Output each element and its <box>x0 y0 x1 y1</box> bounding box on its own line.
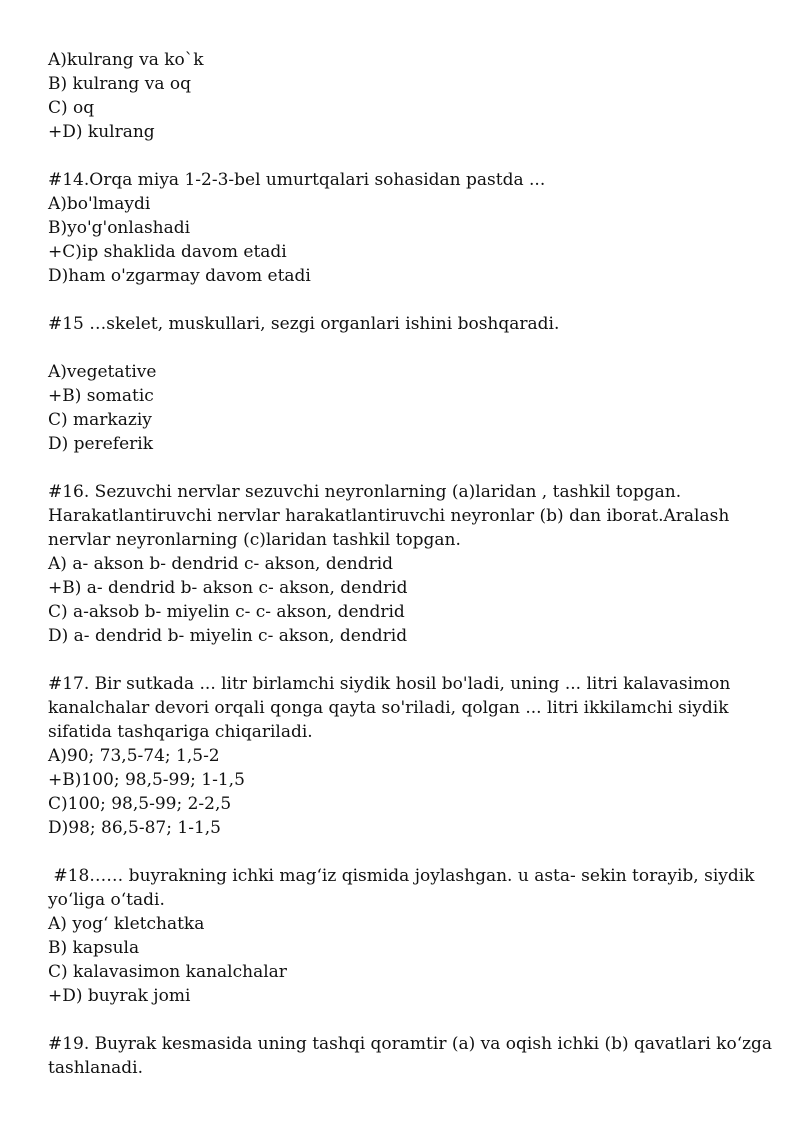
option-a: A) a- akson b- dendrid c- akson, dendrid <box>48 554 394 574</box>
option-d: +D) kulrang <box>48 122 155 142</box>
question-19 <box>48 1032 773 1080</box>
question-15 <box>48 312 768 456</box>
option-c: C)100; 98,5-99; 2-2,5 <box>48 794 232 814</box>
option-b: +B)100; 98,5-99; 1-1,5 <box>48 770 245 790</box>
option-b: B)yo'g'onlashadi <box>48 218 191 238</box>
question-text-line: Harakatlantiruvchi nervlar harakatlantiruvchi neyronlar (b) dan iborat.Aralash <box>48 506 730 526</box>
option-c: +C)ip shaklida davom etadi <box>48 242 287 262</box>
question-17 <box>48 672 768 840</box>
option-c: C) kalavasimon kanalchalar <box>48 962 287 982</box>
option-d: D) pereferik <box>48 434 154 454</box>
option-a: A)bo'lmaydi <box>48 194 151 214</box>
question-14 <box>48 168 768 288</box>
question-text: #14.Orqa miya 1-2-3-bel umurtqalari sohasidan pastda ... <box>48 170 546 190</box>
option-b: +B) a- dendrid b- akson c- akson, dendrid <box>48 578 408 598</box>
question-text-line: yo‘liga o‘tadi. <box>48 890 165 910</box>
question-text-line: #16. Sezuvchi nervlar sezuvchi neyronlarning (a)laridan , tashkil topgan. <box>48 482 682 502</box>
option-a: A)90; 73,5-74; 1,5-2 <box>48 746 220 766</box>
question-text-line: #17. Bir sutkada ... litr birlamchi siydik hosil bo'ladi, uning ... litri kalavasimon <box>48 674 731 694</box>
option-a: A)kulrang va ko`k <box>48 50 204 70</box>
option-b: B) kulrang va oq <box>48 74 191 94</box>
question-16 <box>48 480 768 648</box>
option-d: D) a- dendrid b- miyelin c- akson, dendrid <box>48 626 408 646</box>
option-b: B) kapsula <box>48 938 140 958</box>
question-text-line: kanalchalar devori orqali qonga qayta so'riladi, qolgan ... litri ikkilamchi siydik <box>48 698 729 718</box>
document-page <box>48 48 773 1080</box>
question-13-options <box>48 48 768 144</box>
option-b: +B) somatic <box>48 386 154 406</box>
option-a: A) yog‘ kletchatka <box>48 914 205 934</box>
question-text-line: #18…… buyrakning ichki mag‘iz qismida joylashgan. u asta- sekin torayib, siydik <box>48 866 755 886</box>
option-c: C) markaziy <box>48 410 152 430</box>
option-d: D)ham o'zgarmay davom etadi <box>48 266 311 286</box>
option-d: D)98; 86,5-87; 1-1,5 <box>48 818 221 838</box>
question-text-line: nervlar neyronlarning (c)laridan tashkil topgan. <box>48 530 461 550</box>
option-a: A)vegetative <box>48 362 157 382</box>
option-c: C) oq <box>48 98 95 118</box>
option-c: C) a-aksob b- miyelin c- c- akson, dendrid <box>48 602 405 622</box>
question-text-line: sifatida tashqariga chiqariladi. <box>48 722 313 742</box>
question-18 <box>48 864 768 1008</box>
question-text-line: #19. Buyrak kesmasida uning tashqi qoramtir (a) va oqish ichki (b) qavatlari ko‘zga <box>48 1034 773 1054</box>
question-text-line: tashlanadi. <box>48 1058 144 1078</box>
question-text: #15 …skelet, muskullari, sezgi organlari ishini boshqaradi. <box>48 314 560 334</box>
option-d: +D) buyrak jomi <box>48 986 191 1006</box>
